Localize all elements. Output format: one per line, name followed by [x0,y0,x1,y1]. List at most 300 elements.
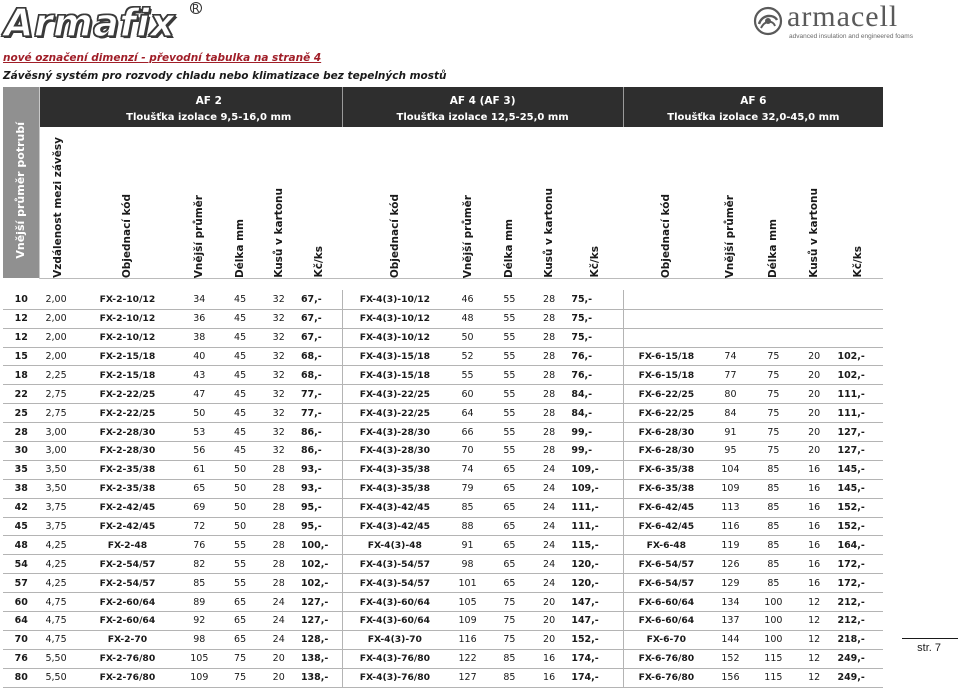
table-row [3,498,883,517]
a4-price-cell: 147,- [567,612,623,631]
group-af2-title: AF 2 [76,87,342,107]
armacell-logo [753,2,913,42]
a6-price-cell: 152,- [833,517,883,536]
a2-length-cell: 50 [220,479,261,498]
hanger-spacing-cell: 4,75 [39,612,75,631]
af6-pieces-header: Kusů v kartonu [795,127,834,278]
a4-pieces-cell: 24 [531,555,567,574]
group-af4-title: AF 4 (AF 3) [342,87,623,107]
a4-outer-diameter-cell: 98 [447,555,488,574]
pipe-diameter-cell: 48 [3,536,39,555]
hanger-spacing-cell: 5,50 [39,649,75,668]
a2-pieces-cell: 28 [260,555,296,574]
a4-length-cell: 75 [488,593,531,612]
pipe-diameter-cell: 10 [3,290,39,309]
a4-code-cell: FX-4(3)-28/30 [342,423,447,442]
a4-price-cell: 152,- [567,630,623,649]
a6-length-cell: 75 [752,441,795,460]
a2-code-cell: FX-2-22/25 [76,385,179,404]
a6-outer-diameter-cell: 129 [709,574,752,593]
a6-pieces-cell: 12 [795,593,834,612]
a2-price-cell: 77,- [297,404,342,423]
a6-price-cell: 212,- [833,593,883,612]
a6-pieces-cell: 20 [795,423,834,442]
a4-length-cell: 55 [488,366,531,385]
a4-outer-diameter-cell: 116 [447,630,488,649]
table-row [3,460,883,479]
pipe-diameter-cell: 80 [3,668,39,687]
a4-pieces-cell: 28 [531,366,567,385]
a6-pieces-cell: 20 [795,366,834,385]
hanger-spacing-cell: 2,00 [39,328,75,347]
a6-pieces-cell [795,290,834,309]
hanger-spacing-header: Vzdálenost mezi závěsy [39,127,75,278]
a6-outer-diameter-cell: 74 [709,347,752,366]
a6-length-cell [752,290,795,309]
a6-code-cell: FX-6-76/80 [623,668,709,687]
a6-length-cell: 115 [752,649,795,668]
a4-length-cell: 55 [488,347,531,366]
a6-code-cell [623,309,709,328]
a6-length-cell: 75 [752,347,795,366]
pipe-diameter-cell: 42 [3,498,39,517]
a4-outer-diameter-cell: 48 [447,309,488,328]
a2-code-cell: FX-2-70 [76,630,179,649]
a6-code-cell: FX-6-48 [623,536,709,555]
a6-outer-diameter-cell: 137 [709,612,752,631]
a2-length-cell: 45 [220,366,261,385]
a6-price-cell: 127,- [833,423,883,442]
page-number: str. 7 [917,642,941,654]
a4-length-cell: 75 [488,612,531,631]
pipe-diameter-cell: 35 [3,460,39,479]
a2-pieces-cell: 32 [260,404,296,423]
table-row [3,517,883,536]
table-row [3,630,883,649]
a2-outer-diameter-cell: 85 [179,574,220,593]
a6-price-cell: 172,- [833,574,883,593]
hanger-spacing-cell: 2,25 [39,366,75,385]
table-row [3,649,883,668]
a4-pieces-cell: 28 [531,328,567,347]
a6-pieces-cell: 16 [795,479,834,498]
a6-code-cell [623,328,709,347]
a6-outer-diameter-cell: 77 [709,366,752,385]
a2-price-cell: 86,- [297,441,342,460]
a4-code-cell: FX-4(3)-60/64 [342,593,447,612]
a4-code-cell: FX-4(3)-10/12 [342,309,447,328]
a4-pieces-cell: 16 [531,649,567,668]
a2-pieces-cell: 28 [260,517,296,536]
a6-code-cell: FX-6-60/64 [623,593,709,612]
a6-code-cell: FX-6-28/30 [623,441,709,460]
hanger-spacing-cell: 3,50 [39,479,75,498]
a2-outer-diameter-cell: 61 [179,460,220,479]
pipe-diameter-cell: 30 [3,441,39,460]
armafix-logo [4,1,201,45]
a4-pieces-cell: 20 [531,612,567,631]
armafix-logo-text: Armafix [4,1,175,45]
a4-code-cell: FX-4(3)-35/38 [342,479,447,498]
a6-price-cell [833,309,883,328]
a4-outer-diameter-cell: 105 [447,593,488,612]
a6-length-cell: 85 [752,517,795,536]
a4-outer-diameter-cell: 60 [447,385,488,404]
a4-pieces-cell: 28 [531,441,567,460]
a2-length-cell: 50 [220,498,261,517]
a4-code-cell: FX-4(3)-76/80 [342,649,447,668]
a2-outer-diameter-cell: 69 [179,498,220,517]
a2-price-cell: 102,- [297,555,342,574]
a6-price-cell [833,290,883,309]
pipe-diameter-cell: 12 [3,328,39,347]
a4-code-cell: FX-4(3)-22/25 [342,404,447,423]
a6-price-cell: 145,- [833,460,883,479]
a6-price-cell: 172,- [833,555,883,574]
a4-outer-diameter-cell: 70 [447,441,488,460]
a6-code-cell: FX-6-60/64 [623,612,709,631]
a6-pieces-cell: 20 [795,347,834,366]
a4-price-cell: 111,- [567,498,623,517]
a2-outer-diameter-cell: 76 [179,536,220,555]
a2-pieces-cell: 28 [260,536,296,555]
hanger-spacing-cell: 2,00 [39,309,75,328]
a4-outer-diameter-cell: 64 [447,404,488,423]
a2-pieces-cell: 32 [260,290,296,309]
a4-code-cell: FX-4(3)-70 [342,630,447,649]
a6-code-cell: FX-6-22/25 [623,385,709,404]
a2-pieces-cell: 24 [260,612,296,631]
a2-price-cell: 67,- [297,290,342,309]
a6-price-cell: 145,- [833,479,883,498]
a4-length-cell: 65 [488,498,531,517]
a6-outer-diameter-cell: 95 [709,441,752,460]
a2-length-cell: 45 [220,347,261,366]
a6-price-cell: 111,- [833,385,883,404]
pipe-diameter-cell: 54 [3,555,39,574]
a6-outer-diameter-cell: 126 [709,555,752,574]
a4-pieces-cell: 28 [531,309,567,328]
a2-code-cell: FX-2-28/30 [76,441,179,460]
a4-price-cell: 147,- [567,593,623,612]
a2-length-cell: 45 [220,404,261,423]
hanger-spacing-cell: 3,75 [39,517,75,536]
a6-code-cell: FX-6-42/45 [623,498,709,517]
a2-code-cell: FX-2-54/57 [76,574,179,593]
a4-length-cell: 65 [488,460,531,479]
a6-length-cell: 75 [752,423,795,442]
a2-length-cell: 45 [220,328,261,347]
a4-pieces-cell: 24 [531,479,567,498]
a6-pieces-cell: 12 [795,612,834,631]
a2-outer-diameter-cell: 82 [179,555,220,574]
hanger-spacing-cell: 2,00 [39,347,75,366]
a2-price-cell: 68,- [297,366,342,385]
hanger-spacing-cell: 4,25 [39,536,75,555]
a2-code-cell: FX-2-15/18 [76,347,179,366]
a4-price-cell: 174,- [567,649,623,668]
a4-pieces-cell: 24 [531,517,567,536]
a4-length-cell: 65 [488,574,531,593]
af6-code-header: Objednací kód [623,127,709,278]
a6-price-cell: 212,- [833,612,883,631]
af2-outer-diameter-header: Vnější průměr [179,127,220,278]
pipe-diameter-cell: 18 [3,366,39,385]
pipe-diameter-cell: 70 [3,630,39,649]
a4-length-cell: 75 [488,630,531,649]
a6-outer-diameter-cell: 84 [709,404,752,423]
af2-length-header: Délka mm [220,127,261,278]
a2-pieces-cell: 24 [260,630,296,649]
a6-price-cell: 249,- [833,649,883,668]
a6-pieces-cell [795,328,834,347]
a6-length-cell: 85 [752,574,795,593]
a6-pieces-cell: 16 [795,574,834,593]
a6-code-cell [623,290,709,309]
a2-outer-diameter-cell: 40 [179,347,220,366]
table-row [3,309,883,328]
armacell-tagline: advanced insulation and engineered foams [789,33,913,40]
a4-price-cell: 84,- [567,385,623,404]
pipe-diameter-cell: 38 [3,479,39,498]
a4-code-cell: FX-4(3)-48 [342,536,447,555]
hanger-spacing-cell: 4,75 [39,630,75,649]
a6-code-cell: FX-6-22/25 [623,404,709,423]
af6-price-header: Kč/ks [833,127,883,278]
a4-pieces-cell: 24 [531,498,567,517]
a2-price-cell: 93,- [297,460,342,479]
a6-pieces-cell: 16 [795,498,834,517]
a6-outer-diameter-cell: 144 [709,630,752,649]
af4-outer-diameter-header: Vnější průměr [447,127,488,278]
a4-code-cell: FX-4(3)-28/30 [342,441,447,460]
a4-length-cell: 65 [488,536,531,555]
pipe-diameter-cell: 45 [3,517,39,536]
a4-length-cell: 55 [488,290,531,309]
a6-outer-diameter-cell [709,328,752,347]
a2-code-cell: FX-2-76/80 [76,668,179,687]
a6-price-cell: 102,- [833,366,883,385]
a2-pieces-cell: 28 [260,574,296,593]
a4-length-cell: 55 [488,441,531,460]
a4-code-cell: FX-4(3)-22/25 [342,385,447,404]
a2-code-cell: FX-2-15/18 [76,366,179,385]
a6-length-cell: 85 [752,555,795,574]
armacell-swirl-icon [753,6,783,36]
table-row [3,404,883,423]
a4-outer-diameter-cell: 66 [447,423,488,442]
a2-pieces-cell: 28 [260,479,296,498]
af2-price-header: Kč/ks [297,127,342,278]
a6-price-cell: 152,- [833,498,883,517]
a4-pieces-cell: 28 [531,423,567,442]
a6-length-cell [752,328,795,347]
a4-length-cell: 55 [488,309,531,328]
a4-outer-diameter-cell: 101 [447,574,488,593]
dimension-conversion-link[interactable]: nové označení dimenzí - převodní tabulka na straně 4 [3,52,322,64]
a4-pieces-cell: 24 [531,536,567,555]
a4-code-cell: FX-4(3)-15/18 [342,366,447,385]
a2-pieces-cell: 28 [260,460,296,479]
a2-code-cell: FX-2-60/64 [76,612,179,631]
group-af6-subtitle: Tloušťka izolace 32,0-45,0 mm [623,107,883,127]
a6-pieces-cell: 20 [795,404,834,423]
a6-length-cell [752,309,795,328]
a2-code-cell: FX-2-42/45 [76,517,179,536]
a2-pieces-cell: 28 [260,498,296,517]
a2-price-cell: 102,- [297,574,342,593]
a2-price-cell: 100,- [297,536,342,555]
table-row [3,290,883,309]
a2-outer-diameter-cell: 92 [179,612,220,631]
a2-price-cell: 95,- [297,498,342,517]
a4-pieces-cell: 16 [531,668,567,687]
a2-price-cell: 127,- [297,593,342,612]
a4-pieces-cell: 24 [531,460,567,479]
a6-pieces-cell: 12 [795,649,834,668]
a4-length-cell: 65 [488,517,531,536]
a2-price-cell: 86,- [297,423,342,442]
af6-outer-diameter-header: Vnější průměr [709,127,752,278]
pipe-diameter-cell: 60 [3,593,39,612]
hanger-spacing-cell: 3,50 [39,460,75,479]
a6-outer-diameter-cell: 113 [709,498,752,517]
table-row [3,328,883,347]
a4-outer-diameter-cell: 79 [447,479,488,498]
a2-length-cell: 45 [220,309,261,328]
af2-pieces-header: Kusů v kartonu [260,127,296,278]
a6-pieces-cell: 16 [795,555,834,574]
a4-code-cell: FX-4(3)-10/12 [342,328,447,347]
a6-price-cell: 164,- [833,536,883,555]
hanger-spacing-cell: 3,00 [39,423,75,442]
a6-length-cell: 85 [752,479,795,498]
a6-code-cell: FX-6-76/80 [623,649,709,668]
a4-length-cell: 85 [488,649,531,668]
pipe-diameter-header: Vnější průměr potrubí [3,87,39,278]
a4-price-cell: 109,- [567,479,623,498]
a6-length-cell: 115 [752,668,795,687]
table-row [3,441,883,460]
a6-length-cell: 100 [752,630,795,649]
a2-length-cell: 55 [220,574,261,593]
a6-code-cell: FX-6-15/18 [623,347,709,366]
a2-code-cell: FX-2-10/12 [76,290,179,309]
a4-outer-diameter-cell: 127 [447,668,488,687]
a6-length-cell: 85 [752,460,795,479]
a2-price-cell: 95,- [297,517,342,536]
af6-length-header: Délka mm [752,127,795,278]
a4-length-cell: 65 [488,555,531,574]
a6-outer-diameter-cell: 119 [709,536,752,555]
a4-pieces-cell: 24 [531,574,567,593]
a4-price-cell: 76,- [567,347,623,366]
a4-outer-diameter-cell: 109 [447,612,488,631]
a6-code-cell: FX-6-54/57 [623,574,709,593]
pipe-diameter-cell: 25 [3,404,39,423]
a6-length-cell: 100 [752,612,795,631]
a2-price-cell: 138,- [297,649,342,668]
a2-length-cell: 50 [220,517,261,536]
pipe-diameter-cell: 28 [3,423,39,442]
table-row [3,347,883,366]
page-number-rule [902,638,958,639]
a6-pieces-cell: 12 [795,668,834,687]
a2-outer-diameter-cell: 105 [179,649,220,668]
pipe-diameter-cell: 12 [3,309,39,328]
group-af6-title: AF 6 [623,87,883,107]
a2-length-cell: 55 [220,536,261,555]
a6-code-cell: FX-6-70 [623,630,709,649]
a6-code-cell: FX-6-35/38 [623,479,709,498]
a4-outer-diameter-cell: 74 [447,460,488,479]
a2-outer-diameter-cell: 65 [179,479,220,498]
a2-price-cell: 67,- [297,328,342,347]
hanger-spacing-cell: 3,75 [39,498,75,517]
af4-length-header: Délka mm [488,127,531,278]
a4-code-cell: FX-4(3)-15/18 [342,347,447,366]
a6-outer-diameter-cell: 152 [709,649,752,668]
a4-outer-diameter-cell: 85 [447,498,488,517]
pipe-diameter-cell: 76 [3,649,39,668]
table-row [3,479,883,498]
a4-length-cell: 55 [488,328,531,347]
a4-price-cell: 111,- [567,517,623,536]
a2-outer-diameter-cell: 89 [179,593,220,612]
a2-length-cell: 45 [220,441,261,460]
a2-outer-diameter-cell: 109 [179,668,220,687]
price-table [3,87,883,688]
a2-pieces-cell: 24 [260,593,296,612]
a4-price-cell: 174,- [567,668,623,687]
a6-pieces-cell: 16 [795,460,834,479]
af4-pieces-header: Kusů v kartonu [531,127,567,278]
a6-length-cell: 75 [752,366,795,385]
hanger-spacing-cell: 4,75 [39,593,75,612]
a6-outer-diameter-cell: 104 [709,460,752,479]
a2-code-cell: FX-2-10/12 [76,328,179,347]
hanger-spacing-cell: 2,75 [39,404,75,423]
a2-price-cell: 127,- [297,612,342,631]
hanger-spacing-cell: 3,00 [39,441,75,460]
a2-pieces-cell: 32 [260,423,296,442]
a6-code-cell: FX-6-54/57 [623,555,709,574]
a6-outer-diameter-cell [709,290,752,309]
a2-outer-diameter-cell: 36 [179,309,220,328]
a4-outer-diameter-cell: 50 [447,328,488,347]
a2-price-cell: 67,- [297,309,342,328]
group-af2-subtitle: Tloušťka izolace 9,5-16,0 mm [76,107,342,127]
a2-outer-diameter-cell: 56 [179,441,220,460]
a4-price-cell: 75,- [567,328,623,347]
a6-pieces-cell: 20 [795,441,834,460]
a2-outer-diameter-cell: 38 [179,328,220,347]
a6-outer-diameter-cell: 91 [709,423,752,442]
a6-price-cell: 111,- [833,404,883,423]
a6-outer-diameter-cell: 134 [709,593,752,612]
a4-outer-diameter-cell: 55 [447,366,488,385]
a2-code-cell: FX-2-35/38 [76,460,179,479]
a2-price-cell: 93,- [297,479,342,498]
af2-code-header: Objednací kód [76,127,179,278]
a2-outer-diameter-cell: 47 [179,385,220,404]
a6-length-cell: 85 [752,536,795,555]
a4-length-cell: 55 [488,385,531,404]
hanger-spacing-cell: 4,25 [39,555,75,574]
a2-code-cell: FX-2-35/38 [76,479,179,498]
a2-outer-diameter-cell: 34 [179,290,220,309]
a2-code-cell: FX-2-28/30 [76,423,179,442]
